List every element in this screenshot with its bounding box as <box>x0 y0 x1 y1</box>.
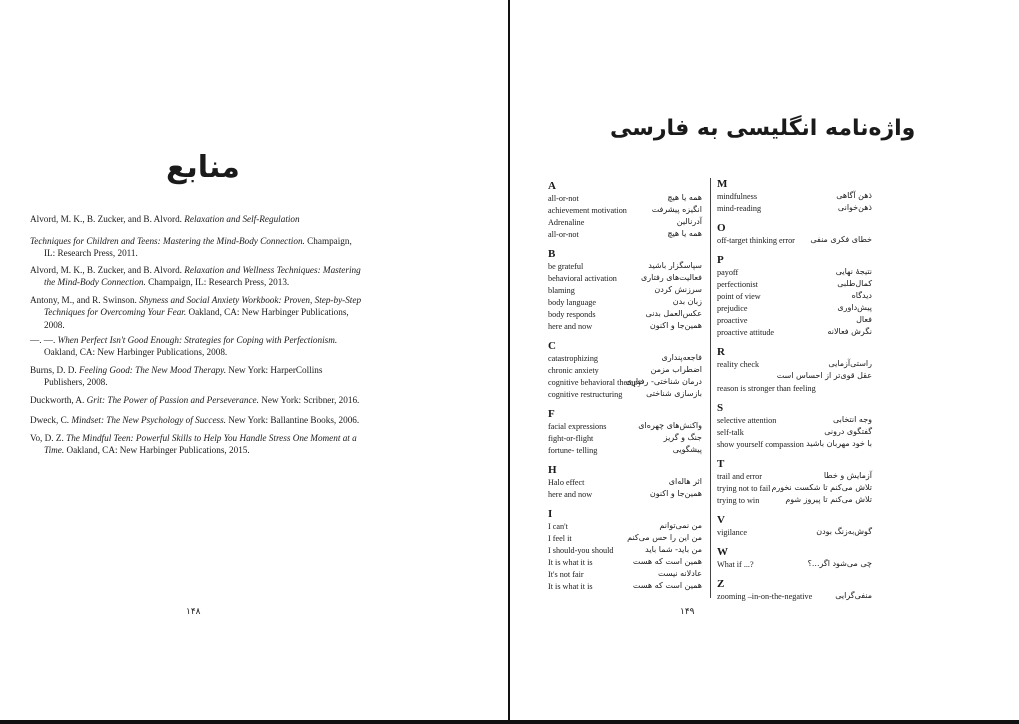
term-english: prejudice <box>717 304 748 313</box>
term-english: vigilance <box>717 528 748 537</box>
reference-entry <box>30 414 364 426</box>
term-english: here and now <box>548 490 593 499</box>
glossary-letter: Z <box>717 578 725 590</box>
term-persian: انگیزه پیشرفت <box>651 205 702 214</box>
term-persian: تلاش می‌کنم تا پیروز شوم <box>785 495 872 504</box>
term-english: self-talk <box>717 428 744 437</box>
term-english: It's not fair <box>548 570 584 579</box>
reference-title: Techniques for Children and Teens: Mastering the Mind-Body Connection. <box>30 236 305 246</box>
term-english: perfectionist <box>717 280 758 289</box>
reference-title: Shyness and Social Anxiety Workbook: Proven, Step-by-Step Techniques for Overcoming Your Fear. <box>44 295 362 318</box>
reference-entry <box>30 364 364 389</box>
left-page <box>0 0 508 724</box>
term-english: fight-or-flight <box>548 434 594 443</box>
term-persian: همه یا هیچ <box>667 193 702 202</box>
reference-author: —. —. <box>30 335 58 345</box>
term-english: trail and error <box>717 472 763 481</box>
term-english: zooming –in-on-the-negative <box>717 592 813 601</box>
term-english: mind-reading <box>717 204 762 213</box>
term-persian: دیدگاه <box>851 291 872 300</box>
term-persian: کمال‌طلبی <box>837 279 872 288</box>
reference-publisher: New York: Scribner, 2016. <box>258 395 360 405</box>
term-persian: تلاش می‌کنم تا شکست نخورم <box>771 483 872 492</box>
term-english: selective attention <box>717 416 777 425</box>
term-persian: درمان شناختی- رفتاری <box>625 377 702 386</box>
term-persian: همین است که هست <box>632 557 702 566</box>
term-english: proactive attitude <box>717 328 775 337</box>
reference-author: Alvord, M. K., B. Zucker, and B. Alvord. <box>30 265 185 275</box>
term-persian: نتیجهٔ نهایی <box>835 267 872 276</box>
term-english: all-or-not <box>548 194 579 203</box>
term-persian: من این را حس می‌کنم <box>627 533 702 542</box>
reference-publisher: New York: HarperCollins Publishers, 2008. <box>44 365 323 388</box>
reference-entry <box>30 394 364 406</box>
term-english: reality check <box>717 360 760 369</box>
term-english: trying to win <box>717 496 760 505</box>
glossary-letter: H <box>548 464 557 476</box>
term-persian: پیش‌داوری <box>837 303 872 312</box>
term-english: cognitive behavioral therapy <box>548 378 642 387</box>
reference-author: Dweck, C. <box>30 415 72 425</box>
term-persian: با خود مهربان باشید <box>806 439 872 448</box>
term-persian: جنگ و گریز <box>663 433 702 442</box>
glossary-letter: B <box>548 248 556 260</box>
reference-publisher: Champaign, IL: Research Press, 2011. <box>44 236 352 259</box>
glossary-letter: O <box>717 222 726 234</box>
reference-entry <box>30 235 364 260</box>
reference-entry <box>30 264 364 289</box>
glossary-letter: W <box>717 546 728 558</box>
term-english: Halo effect <box>548 478 585 487</box>
term-english: trying not to fail <box>717 484 771 493</box>
glossary-letter: S <box>717 402 724 414</box>
reference-entry <box>30 294 364 331</box>
term-persian: پیشگویی <box>672 445 702 454</box>
term-persian: فعالیت‌های رفتاری <box>641 273 702 282</box>
term-english: facial expressions <box>548 422 607 431</box>
term-english: body language <box>548 298 596 307</box>
term-persian: منفی‌گرایی <box>835 591 872 600</box>
term-persian: فاجعه‌پنداری <box>661 353 702 362</box>
term-persian: نگرش فعالانه <box>827 327 872 336</box>
term-persian: اضطراب مزمن <box>650 365 702 374</box>
term-persian: خطای فکری منفی <box>810 235 872 244</box>
column-divider <box>710 178 711 598</box>
term-english: It is what it is <box>548 558 593 567</box>
term-persian: ذهن آگاهی <box>836 191 872 200</box>
term-english: mindfulness <box>717 192 758 201</box>
reference-author: Burns, D. D. <box>30 365 80 375</box>
term-persian: عادلانه نیست <box>657 569 702 578</box>
term-persian: من باید- شما باید <box>645 545 702 554</box>
term-english: I feel it <box>548 534 572 543</box>
reference-title: The Mindful Teen: Powerful Skills to Help You Handle Stress One Moment at a Time. <box>44 433 357 456</box>
reference-publisher: Oakland, CA: New Harbinger Publications, 2015. <box>64 445 250 456</box>
term-persian: وجه انتخابی <box>833 415 872 424</box>
reference-entry <box>30 432 364 457</box>
term-persian: ذهن‌خوانی <box>837 203 872 212</box>
glossary-letter: P <box>717 254 724 266</box>
term-persian: واکنش‌های چهره‌ای <box>638 421 702 430</box>
glossary-letter: C <box>548 340 556 352</box>
term-english: catastrophizing <box>548 354 599 363</box>
term-persian: بازسازی شناختی <box>646 389 702 398</box>
term-english: blaming <box>548 286 575 295</box>
glossary-letter: F <box>548 408 555 420</box>
term-persian: سرزنش کردن <box>654 285 702 294</box>
page-title: منابع <box>166 150 240 185</box>
term-english: point of view <box>717 292 761 301</box>
term-persian: آدرنالین <box>676 217 702 226</box>
term-english: here and now <box>548 322 593 331</box>
reference-publisher: Oakland, CA: New Harbinger Publications, 2008. <box>44 347 228 358</box>
term-persian: اثر هاله‌ای <box>668 477 702 486</box>
term-english: body responds <box>548 310 596 319</box>
reference-publisher: Oakland, CA: New Harbinger Publications, 2008. <box>44 307 349 330</box>
term-english: proactive <box>717 316 748 325</box>
term-english: chronic anxiety <box>548 366 599 375</box>
term-persian: آزمایش و خطا <box>823 471 872 480</box>
term-persian: من نمی‌توانم <box>659 521 702 530</box>
reference-entry <box>30 213 364 225</box>
term-english: all-or-not <box>548 230 579 239</box>
glossary-letter: R <box>717 346 725 358</box>
term-english: show yourself compassion <box>717 440 804 449</box>
reference-author: Antony, M., and R. Swinson. <box>30 295 140 305</box>
term-persian: گفتگوی درونی <box>824 427 872 436</box>
reference-title: Grit: The Power of Passion and Perseverance. <box>86 395 259 405</box>
term-english: It is what it is <box>548 582 593 591</box>
reference-title: Relaxation and Self-Regulation <box>184 214 300 224</box>
term-english: I should-you should <box>548 546 614 555</box>
page-number: ۱۴۸ <box>186 606 201 616</box>
term-persian: چی می‌شود اگر...؟ <box>807 559 872 568</box>
term-english: off-target thinking error <box>717 236 795 245</box>
reference-author: Vo, D. Z. <box>30 433 67 443</box>
term-english: Adrenaline <box>548 218 585 227</box>
term-persian: راستی‌آزمایی <box>828 359 872 368</box>
term-english: I can't <box>548 522 568 531</box>
term-persian: همه یا هیچ <box>667 229 702 238</box>
reference-author: Alvord, M. K., B. Zucker, and B. Alvord. <box>30 214 185 224</box>
term-english: reason is stronger than feeling <box>717 384 816 393</box>
term-persian: سپاسگزار باشید <box>648 261 702 270</box>
reference-title: Feeling Good: The New Mood Therapy. <box>79 365 226 375</box>
reference-author: Duckworth, A. <box>30 395 87 405</box>
term-persian: عکس‌العمل بدنی <box>645 309 702 318</box>
term-english: achievement motivation <box>548 206 627 215</box>
reference-title: Mindset: The New Psychology of Success. <box>71 415 226 425</box>
glossary-letter: A <box>548 180 556 192</box>
bottom-edge <box>0 720 1019 724</box>
term-english: cognitive restructuring <box>548 390 623 399</box>
reference-title: When Perfect Isn't Good Enough: Strategies for Coping with Perfectionism. <box>57 335 338 345</box>
term-persian: زبان بدن <box>672 297 702 306</box>
term-persian: همین‌جا و اکنون <box>649 489 702 498</box>
reference-entry <box>30 334 364 359</box>
glossary-title: واژه‌نامه انگلیسی به فارسی <box>610 116 916 141</box>
term-persian: فعال <box>856 315 872 324</box>
term-english: fortune- telling <box>548 446 598 455</box>
page-number-right: ۱۴۹ <box>680 606 695 616</box>
term-persian: گوش‌به‌زنگ بودن <box>816 527 872 536</box>
term-english: behavioral activation <box>548 274 617 283</box>
term-english: be grateful <box>548 262 584 271</box>
glossary-letter: V <box>717 514 725 526</box>
term-english: payoff <box>717 268 739 277</box>
reference-publisher: New York: Ballantine Books, 2006. <box>225 415 360 425</box>
term-english: What if ...? <box>717 560 754 569</box>
glossary-letter: T <box>717 458 725 470</box>
reference-title: Relaxation and Wellness Techniques: Mastering the Mind-Body Connection. <box>44 265 361 288</box>
term-persian: همین است که هست <box>632 581 702 590</box>
reference-publisher: Champaign, IL: Research Press, 2013. <box>145 277 290 288</box>
term-persian: عقل قوی‌تر از احساس است <box>776 371 872 380</box>
term-persian: همین‌جا و اکنون <box>649 321 702 330</box>
glossary-letter: M <box>717 178 728 190</box>
glossary-letter: I <box>548 508 553 520</box>
